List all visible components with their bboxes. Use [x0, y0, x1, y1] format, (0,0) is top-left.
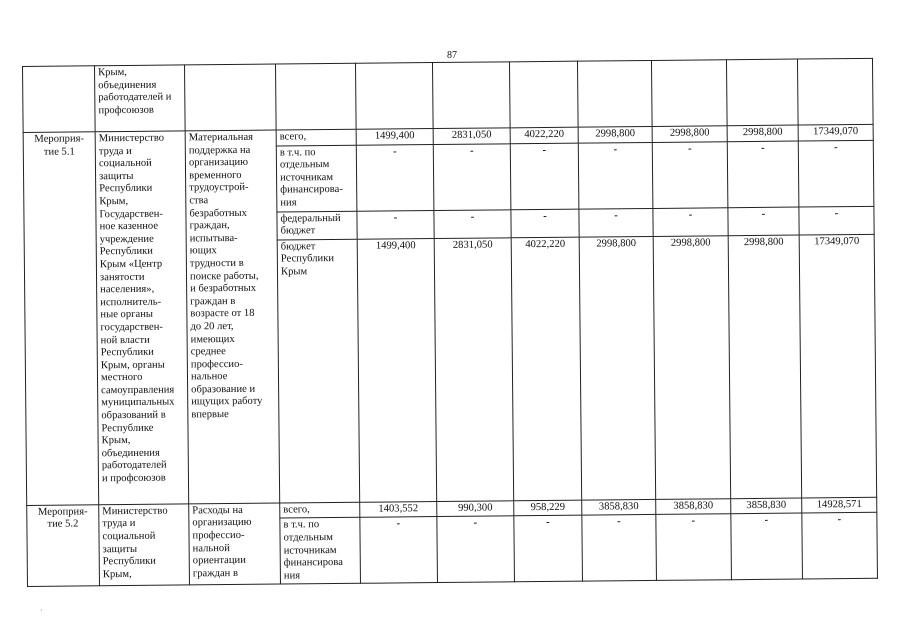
- value-cell: 17349,070: [798, 124, 873, 140]
- value-cell: 3858,830: [582, 499, 656, 515]
- value-cell: -: [514, 515, 583, 582]
- measure-description: Расходы на организацию профессио- нальной ориентации граждан в: [189, 503, 281, 585]
- value-cell: -: [799, 206, 874, 235]
- value-cell: 17349,070: [799, 234, 877, 498]
- value-cell: 1403,552: [360, 501, 437, 517]
- value-cell: 990,300: [437, 501, 514, 517]
- value-cell: -: [656, 514, 732, 581]
- measure-name: Мероприя- тие 5.2: [27, 505, 100, 587]
- value-cell: 14928,571: [802, 497, 877, 513]
- value-cell: -: [510, 143, 579, 210]
- value-cell: -: [433, 143, 511, 210]
- cont-value-cell: [577, 60, 652, 127]
- cont-description-cell: [184, 64, 276, 131]
- continuation-row: [23, 58, 874, 132]
- value-cell: -: [802, 513, 878, 580]
- funding-source: бюджет Республики Крым: [277, 239, 360, 503]
- value-cell: 2998,800: [579, 236, 656, 500]
- budget-table-sheet: [22, 58, 878, 587]
- cont-value-cell: [509, 61, 578, 128]
- value-cell: 2998,800: [578, 126, 652, 142]
- cont-measure-cell: [23, 66, 96, 133]
- value-cell: -: [798, 140, 874, 207]
- value-cell: 4022,220: [510, 127, 578, 143]
- budget-table: [22, 58, 878, 587]
- funding-source: всего,: [280, 502, 360, 518]
- value-cell: 2998,800: [728, 235, 802, 499]
- cont-value-cell: [355, 63, 433, 130]
- cont-executor-cell: Крым, объединения работодателей и профсоюзов: [95, 65, 186, 132]
- value-cell: -: [652, 141, 728, 208]
- value-cell: -: [434, 209, 511, 238]
- value-cell: -: [437, 516, 515, 583]
- cont-source-cell: [275, 63, 356, 130]
- value-cell: -: [727, 141, 799, 208]
- value-cell: 2831,050: [434, 238, 514, 502]
- measure-executor: Министерство труда и социальной защиты Республики Крым, Государствен- ное казенное учреждение Республики Крым «Центр занятости населения», исполнитель- ные органы государствен- ной власти Республики Крым, органы местного самоуправления муниципальных образований в Республике Крым, объединения работодателей и профсоюзов: [95, 131, 189, 505]
- value-cell: 3858,830: [656, 498, 731, 514]
- value-cell: -: [511, 209, 579, 238]
- funding-source: всего,: [276, 129, 356, 145]
- value-cell: 958,229: [514, 500, 582, 516]
- value-cell: -: [356, 144, 434, 211]
- value-cell: -: [579, 208, 653, 237]
- value-cell: 2831,050: [433, 128, 510, 144]
- value-cell: -: [653, 207, 728, 236]
- cont-value-cell: [432, 62, 510, 129]
- value-cell: -: [582, 515, 657, 582]
- value-cell: -: [728, 207, 799, 236]
- value-cell: -: [357, 210, 434, 239]
- value-cell: -: [578, 142, 653, 209]
- cont-value-cell: [651, 60, 727, 127]
- measure-description: Материальная поддержка на организацию временного трудоустрой- ства безработных граждан, испытыва- ющих трудности в поиске работы, и безработных граждан в возрасте от 18 до 20 лет, имеющих среднее профессио- нальное образование и ищущих работу впервые: [185, 130, 280, 504]
- value-cell: -: [731, 513, 803, 580]
- value-cell: 3858,830: [731, 498, 802, 514]
- cont-value-cell: [797, 58, 873, 125]
- value-cell: 2998,800: [727, 125, 798, 141]
- value-cell: 4022,220: [511, 237, 582, 501]
- funding-source: в т.ч. по отдельным источникам финансирова- ния: [276, 145, 357, 212]
- scan-speck: ·: [40, 606, 43, 615]
- funding-source: федеральный бюджет: [277, 211, 357, 240]
- value-cell: -: [360, 517, 438, 584]
- funding-source: в т.ч. по отдельным источникам финансирова ния: [280, 518, 361, 585]
- value-cell: 1499,400: [357, 238, 437, 502]
- cont-value-cell: [726, 59, 798, 126]
- value-cell: 2998,800: [653, 235, 731, 499]
- measure-executor: Министерство труда и социальной защиты Республики Крым,: [99, 504, 190, 586]
- measure-name: Мероприя- тие 5.1: [23, 132, 99, 505]
- page-number: 87: [447, 50, 457, 61]
- value-cell: 1499,400: [356, 129, 433, 145]
- value-cell: 2998,800: [652, 126, 727, 142]
